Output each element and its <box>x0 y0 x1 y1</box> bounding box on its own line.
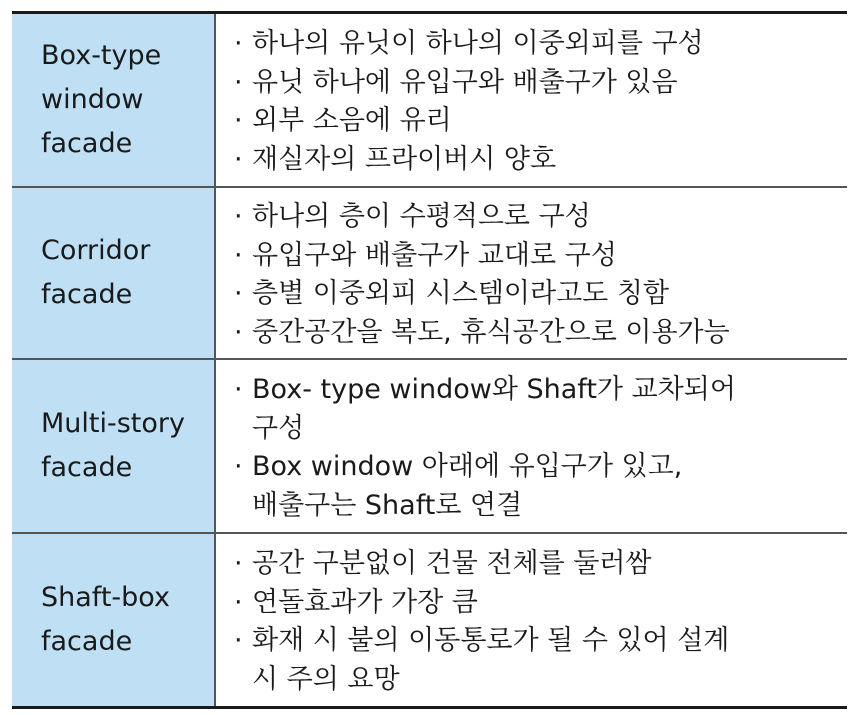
facade-description-cell <box>216 188 847 358</box>
facade-type-cell <box>12 360 216 532</box>
bullet-text: 하나의 층이 수평적으로 구성 <box>252 201 591 232</box>
bullet-item <box>234 584 837 623</box>
bullet-dot: · <box>234 28 243 59</box>
table-row <box>12 14 847 188</box>
bullet-dot: · <box>234 625 243 656</box>
bullet-text: Box- type window와 Shaft가 교차되어 구성 <box>252 374 736 444</box>
bullet-dot: · <box>234 105 243 136</box>
bullet-item <box>234 275 837 314</box>
bullet-item <box>234 25 837 64</box>
table-row <box>12 188 847 360</box>
bullet-dot: · <box>234 548 243 579</box>
bullet-item <box>234 314 837 353</box>
bullet-item <box>234 102 837 141</box>
bullet-item <box>234 237 837 276</box>
bullet-item <box>234 622 837 699</box>
bullet-text: Box window 아래에 유입구가 있고, 배출구는 Shaft로 연결 <box>252 451 683 521</box>
bullet-text: 공간 구분없이 건물 전체를 둘러쌈 <box>252 548 652 579</box>
bullet-dot: · <box>234 316 243 348</box>
bullet-item <box>234 545 837 584</box>
bullet-text: 중간공간을 복도, 휴식공간으로 이용가능 <box>252 316 730 348</box>
table-row <box>12 360 847 534</box>
facade-comparison-table <box>12 11 847 709</box>
bullet-dot: · <box>234 201 243 232</box>
bullet-text: 하나의 유닛이 하나의 이중외피를 구성 <box>252 28 704 59</box>
bullet-text: 연돌효과가 가장 큼 <box>252 586 478 618</box>
bullet-text: 화재 시 불의 이동통로가 될 수 있어 설계 시 주의 요망 <box>252 625 730 695</box>
bullet-text: 층별 이중외피 시스템이라고도 칭함 <box>252 278 669 309</box>
facade-type-label: Multi-story facade <box>41 408 185 483</box>
facade-description-cell <box>216 360 847 532</box>
bullet-dot: · <box>234 451 243 482</box>
facade-type-label: Box-type window facade <box>41 40 162 159</box>
bullet-item <box>234 64 837 103</box>
bullet-item <box>234 141 837 180</box>
bullet-text: 유입구와 배출구가 교대로 구성 <box>252 239 617 271</box>
facade-type-label: Corridor facade <box>41 235 151 310</box>
bullet-dot: · <box>234 66 243 98</box>
facade-type-cell <box>12 14 216 186</box>
bullet-dot: · <box>234 586 243 618</box>
bullet-dot: · <box>234 143 243 175</box>
bullet-text: 유닛 하나에 유입구와 배출구가 있음 <box>252 66 678 98</box>
bullet-item <box>234 371 837 448</box>
bullet-item <box>234 448 837 525</box>
facade-description-cell <box>216 534 847 706</box>
bullet-dot: · <box>234 374 243 405</box>
bullet-text: 재실자의 프라이버시 양호 <box>252 143 557 175</box>
bullet-text: 외부 소음에 유리 <box>252 105 452 136</box>
facade-type-cell <box>12 534 216 706</box>
table-row <box>12 534 847 706</box>
facade-type-label: Shaft-box facade <box>41 582 170 657</box>
bullet-dot: · <box>234 278 243 309</box>
bullet-dot: · <box>234 239 243 271</box>
facade-description-cell <box>216 14 847 186</box>
facade-type-cell <box>12 188 216 358</box>
bullet-item <box>234 198 837 237</box>
